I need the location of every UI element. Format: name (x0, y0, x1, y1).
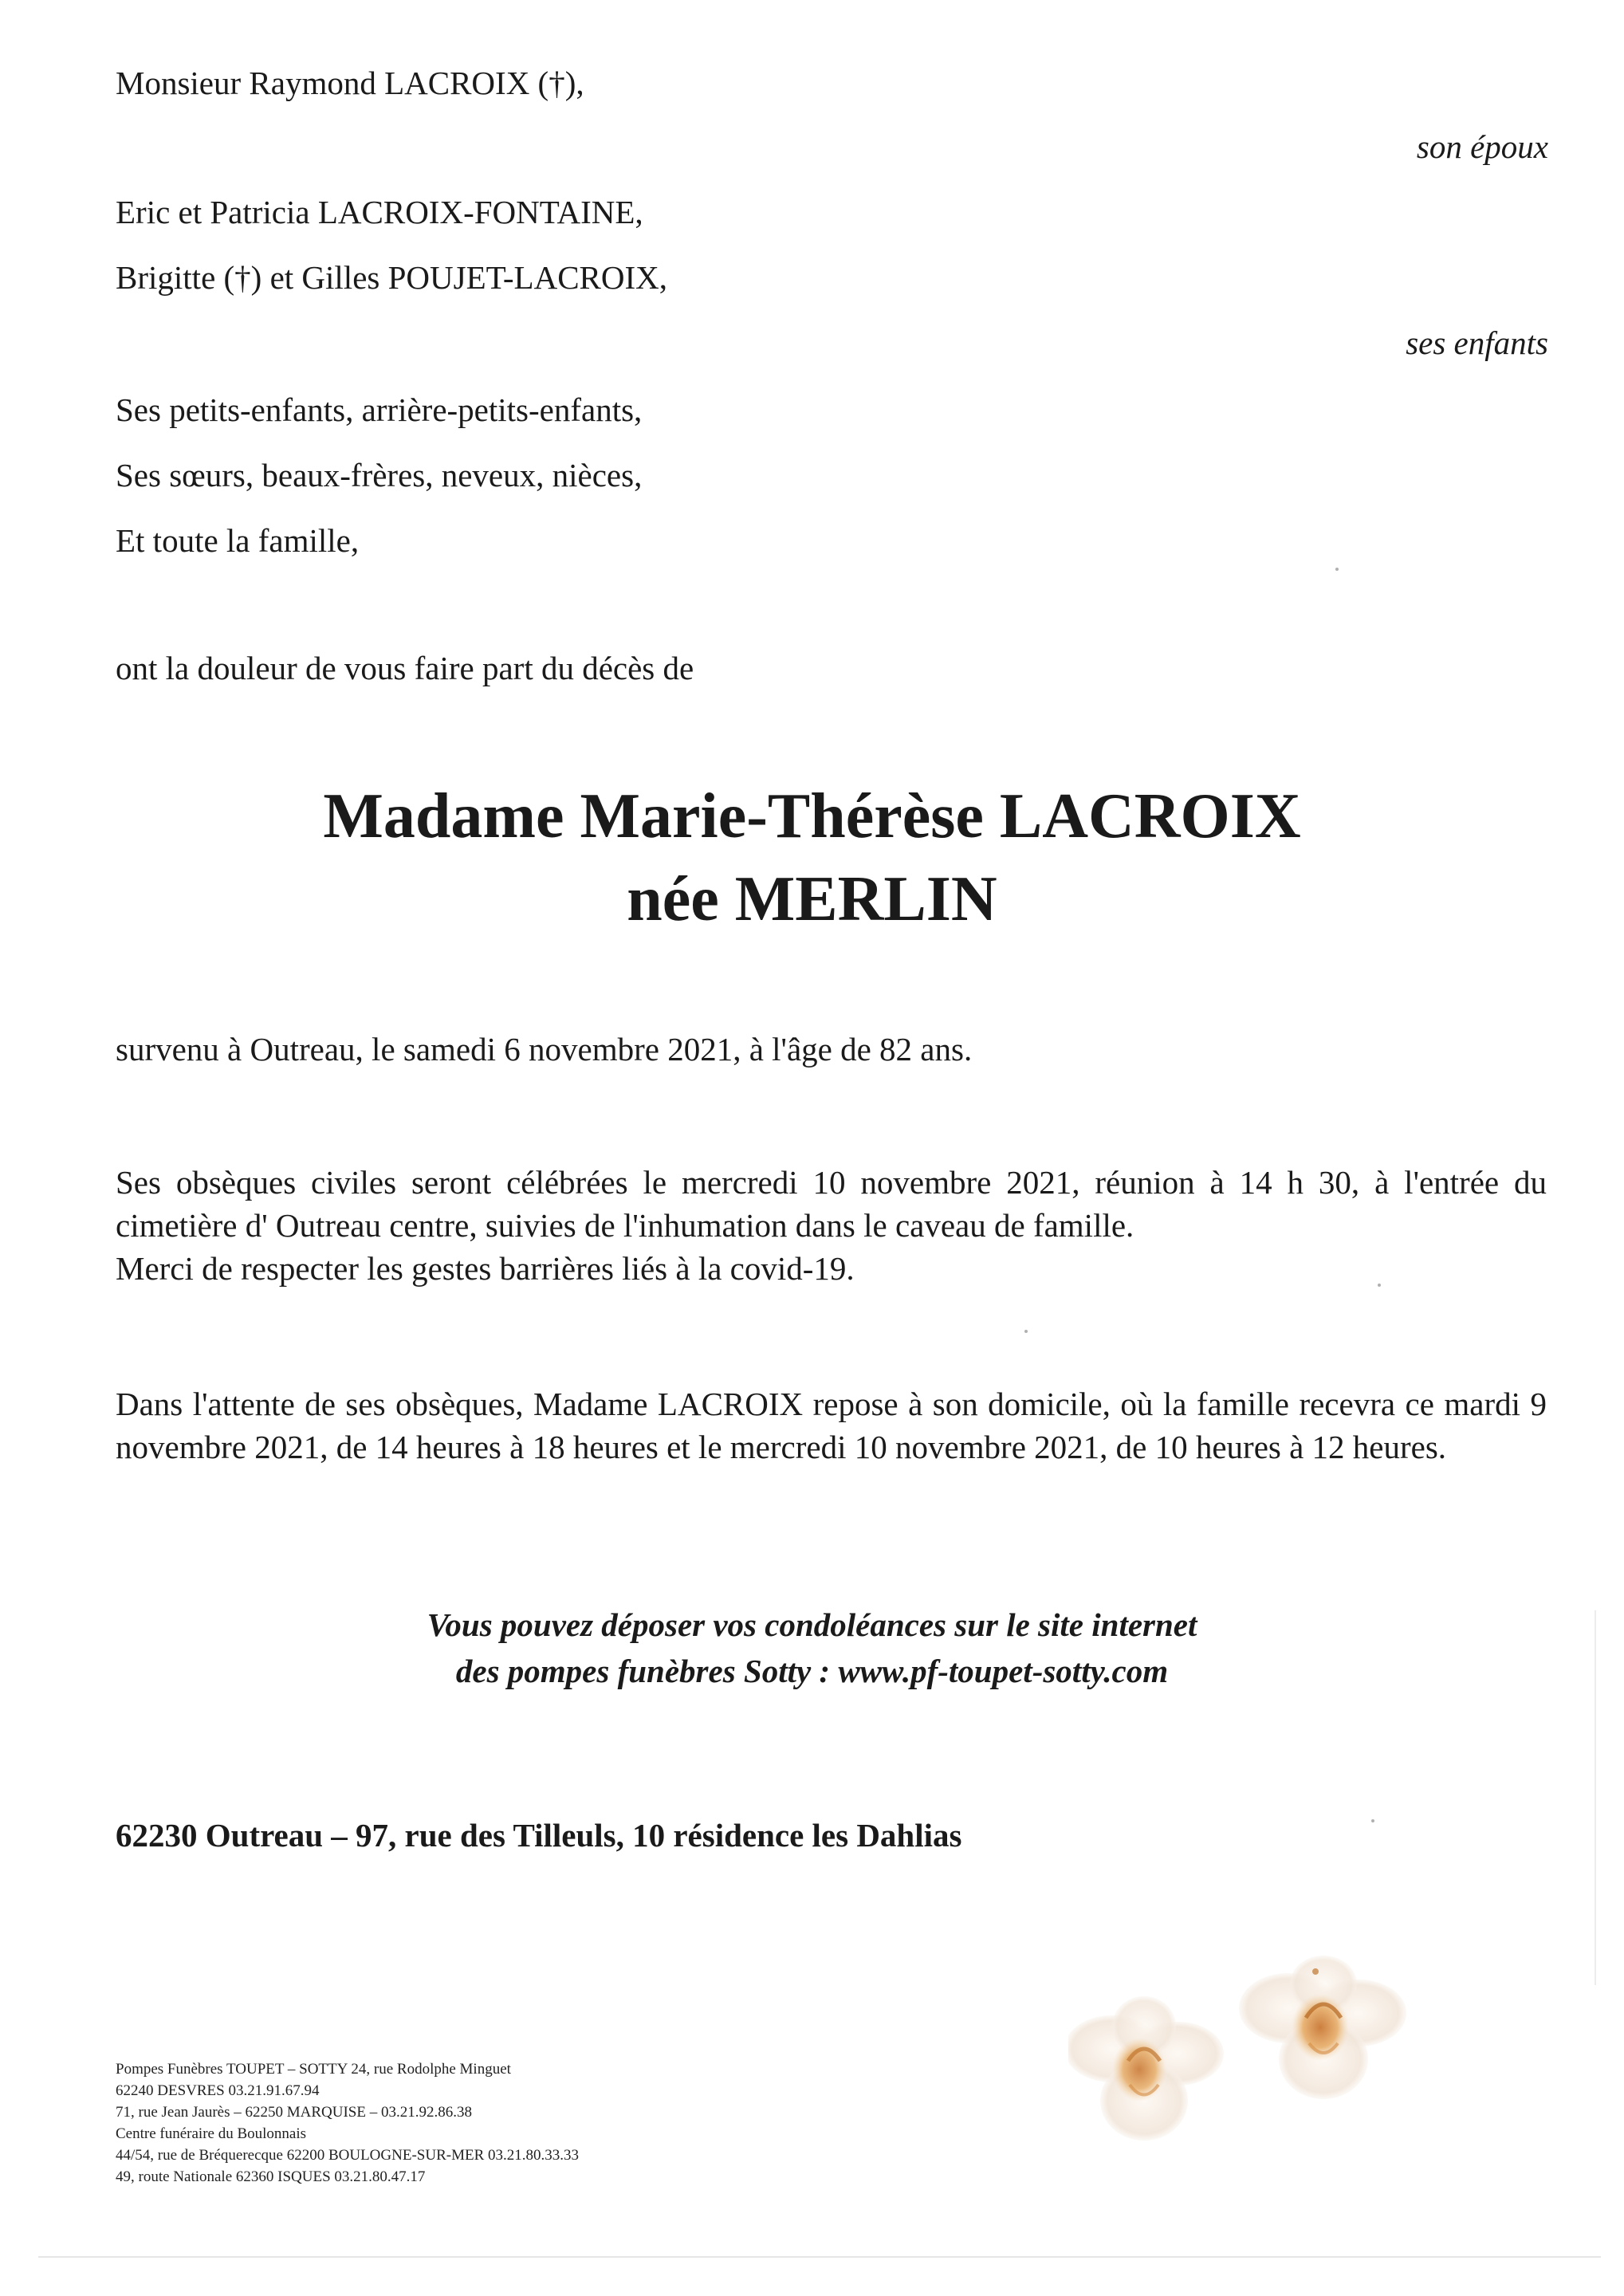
footer-line-2: 62240 DESVRES 03.21.91.67.94 (116, 2082, 320, 2099)
footer-line-3: 71, rue Jean Jaurès – 62250 MARQUISE – 03.21.92.86.38 (116, 2104, 472, 2121)
child-line-2: Brigitte (†) et Gilles POUJET-LACROIX, (116, 259, 668, 296)
footer-line-6: 49, route Nationale 62360 ISQUES 03.21.80.47.17 (116, 2168, 426, 2185)
relatives-line-2: Ses sœurs, beaux-frères, neveux, nièces, (116, 457, 643, 493)
funeral-info (116, 1161, 1547, 1290)
footer-line-4: Centre funéraire du Boulonnais (116, 2125, 307, 2142)
spouse-line: Monsieur Raymond LACROIX (†), (116, 65, 584, 101)
scan-edge-right (1595, 1610, 1596, 1985)
scan-speck (1378, 1284, 1381, 1287)
death-info: survenu à Outreau, le samedi 6 novembre 2021, à l'âge de 82 ans. (116, 1031, 973, 1067)
deceased-maiden-name: née MERLIN (627, 864, 997, 934)
deceased-address: 62230 Outreau – 97, rue des Tilleuls, 10 résidence les Dahlias (116, 1817, 962, 1854)
covid-note: Merci de respecter les gestes barrières liés à la covid-19. (116, 1250, 855, 1287)
deceased-name: Madame Marie-Thérèse LACROIX (323, 781, 1301, 851)
scan-speck (1371, 1819, 1374, 1822)
funeral-text: Ses obsèques civiles seront célébrées le mercredi 10 novembre 2021, réunion à 14 h 30, à l'entrée du cimetière d' Outreau centre, suivies de l'inhumation dans le caveau de famille. (116, 1164, 1547, 1244)
orchid-flowers-image (1068, 1945, 1579, 2184)
condolences-line-2: des pompes funèbres Sotty : www.pf-toupet-sotty.com (455, 1653, 1169, 1689)
scan-edge-bottom (38, 2256, 1601, 2258)
footer-line-1: Pompes Funèbres TOUPET – SOTTY 24, rue Rodolphe Minguet (116, 2061, 511, 2078)
children-label: ses enfants (1406, 324, 1548, 361)
spouse-label: son époux (1416, 128, 1548, 165)
child-line-1: Eric et Patricia LACROIX-FONTAINE, (116, 194, 643, 230)
scan-speck (1335, 568, 1339, 571)
relatives-line-1: Ses petits-enfants, arrière-petits-enfants, (116, 391, 643, 428)
relatives-line-3: Et toute la famille, (116, 522, 360, 559)
funeral-home-footer (116, 2058, 579, 2188)
condolences-line-1: Vous pouvez déposer vos condoléances sur le site internet (427, 1606, 1197, 1643)
footer-line-5: 44/54, rue de Bréquerecque 62200 BOULOGNE-SUR-MER 03.21.80.33.33 (116, 2147, 579, 2164)
announcement-line: ont la douleur de vous faire part du décès de (116, 650, 694, 686)
scan-speck (1024, 1330, 1028, 1333)
visitation-info: Dans l'attente de ses obsèques, Madame LACROIX repose à son domicile, où la famille recevra ce mardi 9 novembre 2021, de 14 heures à 18 heures et le mercredi 10 novembre 2021, de 10 heures à 12 heures. (116, 1386, 1547, 1465)
